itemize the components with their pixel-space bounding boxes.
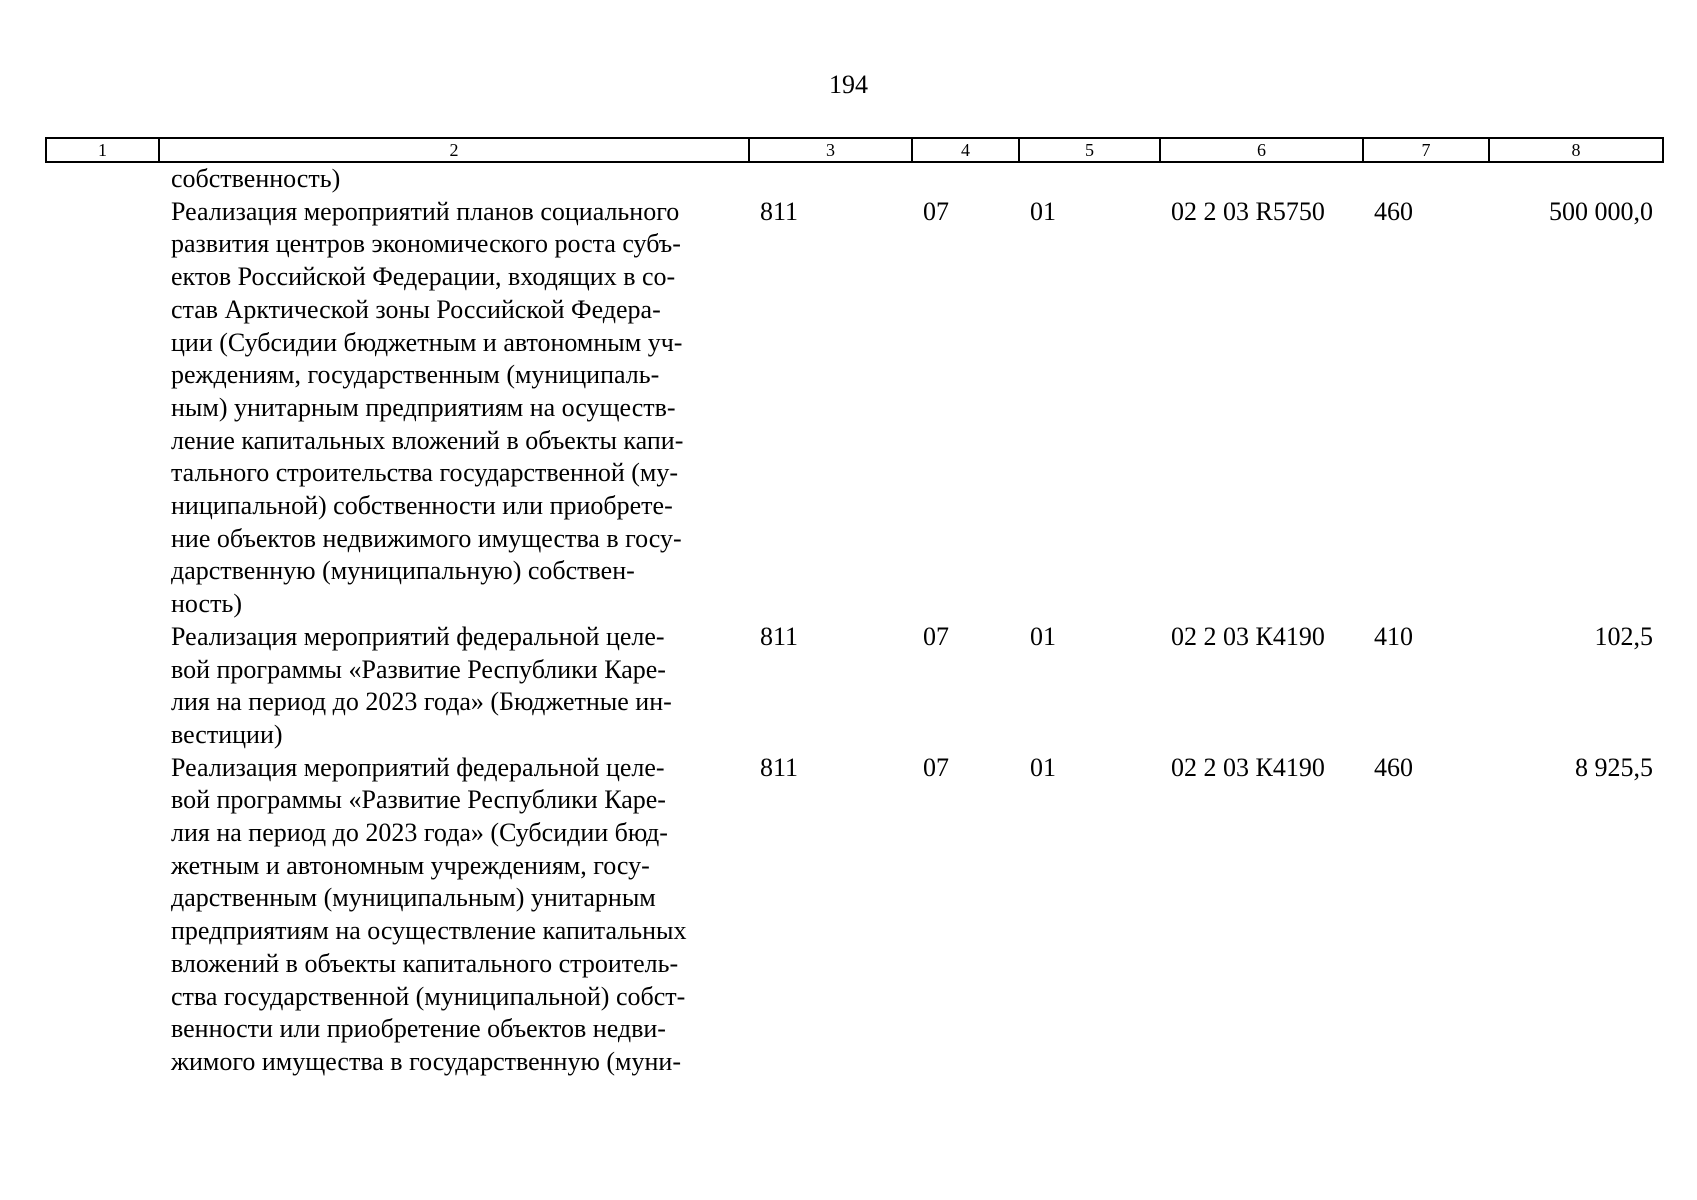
name-line: став Арктической зоны Российской Федера- [171,294,661,324]
column-number-header-row [46,138,1663,162]
ministry-code: 811 [760,196,799,226]
continuation-row [46,162,1663,196]
name-line: лия на период до 2023 года» (Бюджетные ин- [171,687,672,717]
column-header-5: 5 [1019,138,1160,162]
budget-table [45,137,1664,1079]
name-line: ным) унитарным предприятиям на осуществ- [171,392,676,422]
column-header-6: 6 [1160,138,1363,162]
name-line: тального строительства государственной (му- [171,458,679,488]
name-line: вестиции) [171,719,283,749]
expense-type-code: 460 [1374,752,1413,782]
name-line: дарственную (муниципальную) собствен- [171,556,635,586]
column-header-3: 3 [749,138,912,162]
page-number: 194 [829,70,868,99]
target-article-code: 02 2 03 R5750 [1171,196,1325,226]
name-line: венности или приобретение объектов недви- [171,1014,666,1044]
target-article-code: 02 2 03 К4190 [1171,621,1325,651]
name-line: вой программы «Развитие Республики Каре- [171,785,666,815]
table-row [46,196,1663,621]
table-row [46,752,1663,1079]
name-line: развития центров экономического роста субъ- [171,229,681,259]
name-line: ства государственной (муниципальной) собст- [171,981,686,1011]
continuation-text: собственность) [171,164,341,193]
section-code: 07 [923,196,949,226]
name-line: жетным и автономным учреждениям, госу- [171,850,650,880]
section-code: 07 [923,621,949,651]
name-line: ектов Российской Федерации, входящих в со- [171,262,676,292]
subsection-code: 01 [1030,752,1056,782]
amount: 102,5 [1594,621,1653,651]
expense-type-code: 410 [1374,621,1413,651]
column-header-4: 4 [912,138,1019,162]
column-header-1: 1 [46,138,159,162]
name-line: вложений в объекты капитального строитель- [171,948,679,978]
name-line: жимого имущества в государственную (муни- [171,1046,681,1076]
target-article-code: 02 2 03 К4190 [1171,752,1325,782]
name-line: Реализация мероприятий федеральной целе- [171,752,665,782]
name-line: предприятиям на осуществление капитальных [171,916,687,946]
column-header-7: 7 [1363,138,1489,162]
ministry-code: 811 [760,752,799,782]
expense-type-code: 460 [1374,196,1413,226]
name-line: лия на период до 2023 года» (Субсидии бюд- [171,818,668,848]
name-line: Реализация мероприятий федеральной целе- [171,621,665,651]
amount: 500 000,0 [1549,196,1653,226]
name-line: ниципальной) собственности или приобрете- [171,491,673,521]
column-header-2: 2 [159,138,749,162]
name-line: ление капитальных вложений в объекты капи- [171,425,684,455]
row-name [159,752,749,1079]
name-line: ции (Субсидии бюджетным и автономным уч- [171,327,683,357]
name-line: реждениям, государственным (муниципаль- [171,360,660,390]
section-code: 07 [923,752,949,782]
name-line: дарственным (муниципальным) унитарным [171,883,656,913]
name-line: ние объектов недвижимого имущества в госу- [171,523,682,553]
row-name [159,196,749,621]
column-header-8: 8 [1489,138,1663,162]
subsection-code: 01 [1030,621,1056,651]
ministry-code: 811 [760,621,799,651]
table-row [46,621,1663,752]
row-name [159,621,749,752]
name-line: вой программы «Развитие Республики Каре- [171,654,666,684]
name-line: Реализация мероприятий планов социального [171,196,680,226]
name-line: ность) [171,589,242,619]
subsection-code: 01 [1030,196,1056,226]
amount: 8 925,5 [1575,752,1653,782]
